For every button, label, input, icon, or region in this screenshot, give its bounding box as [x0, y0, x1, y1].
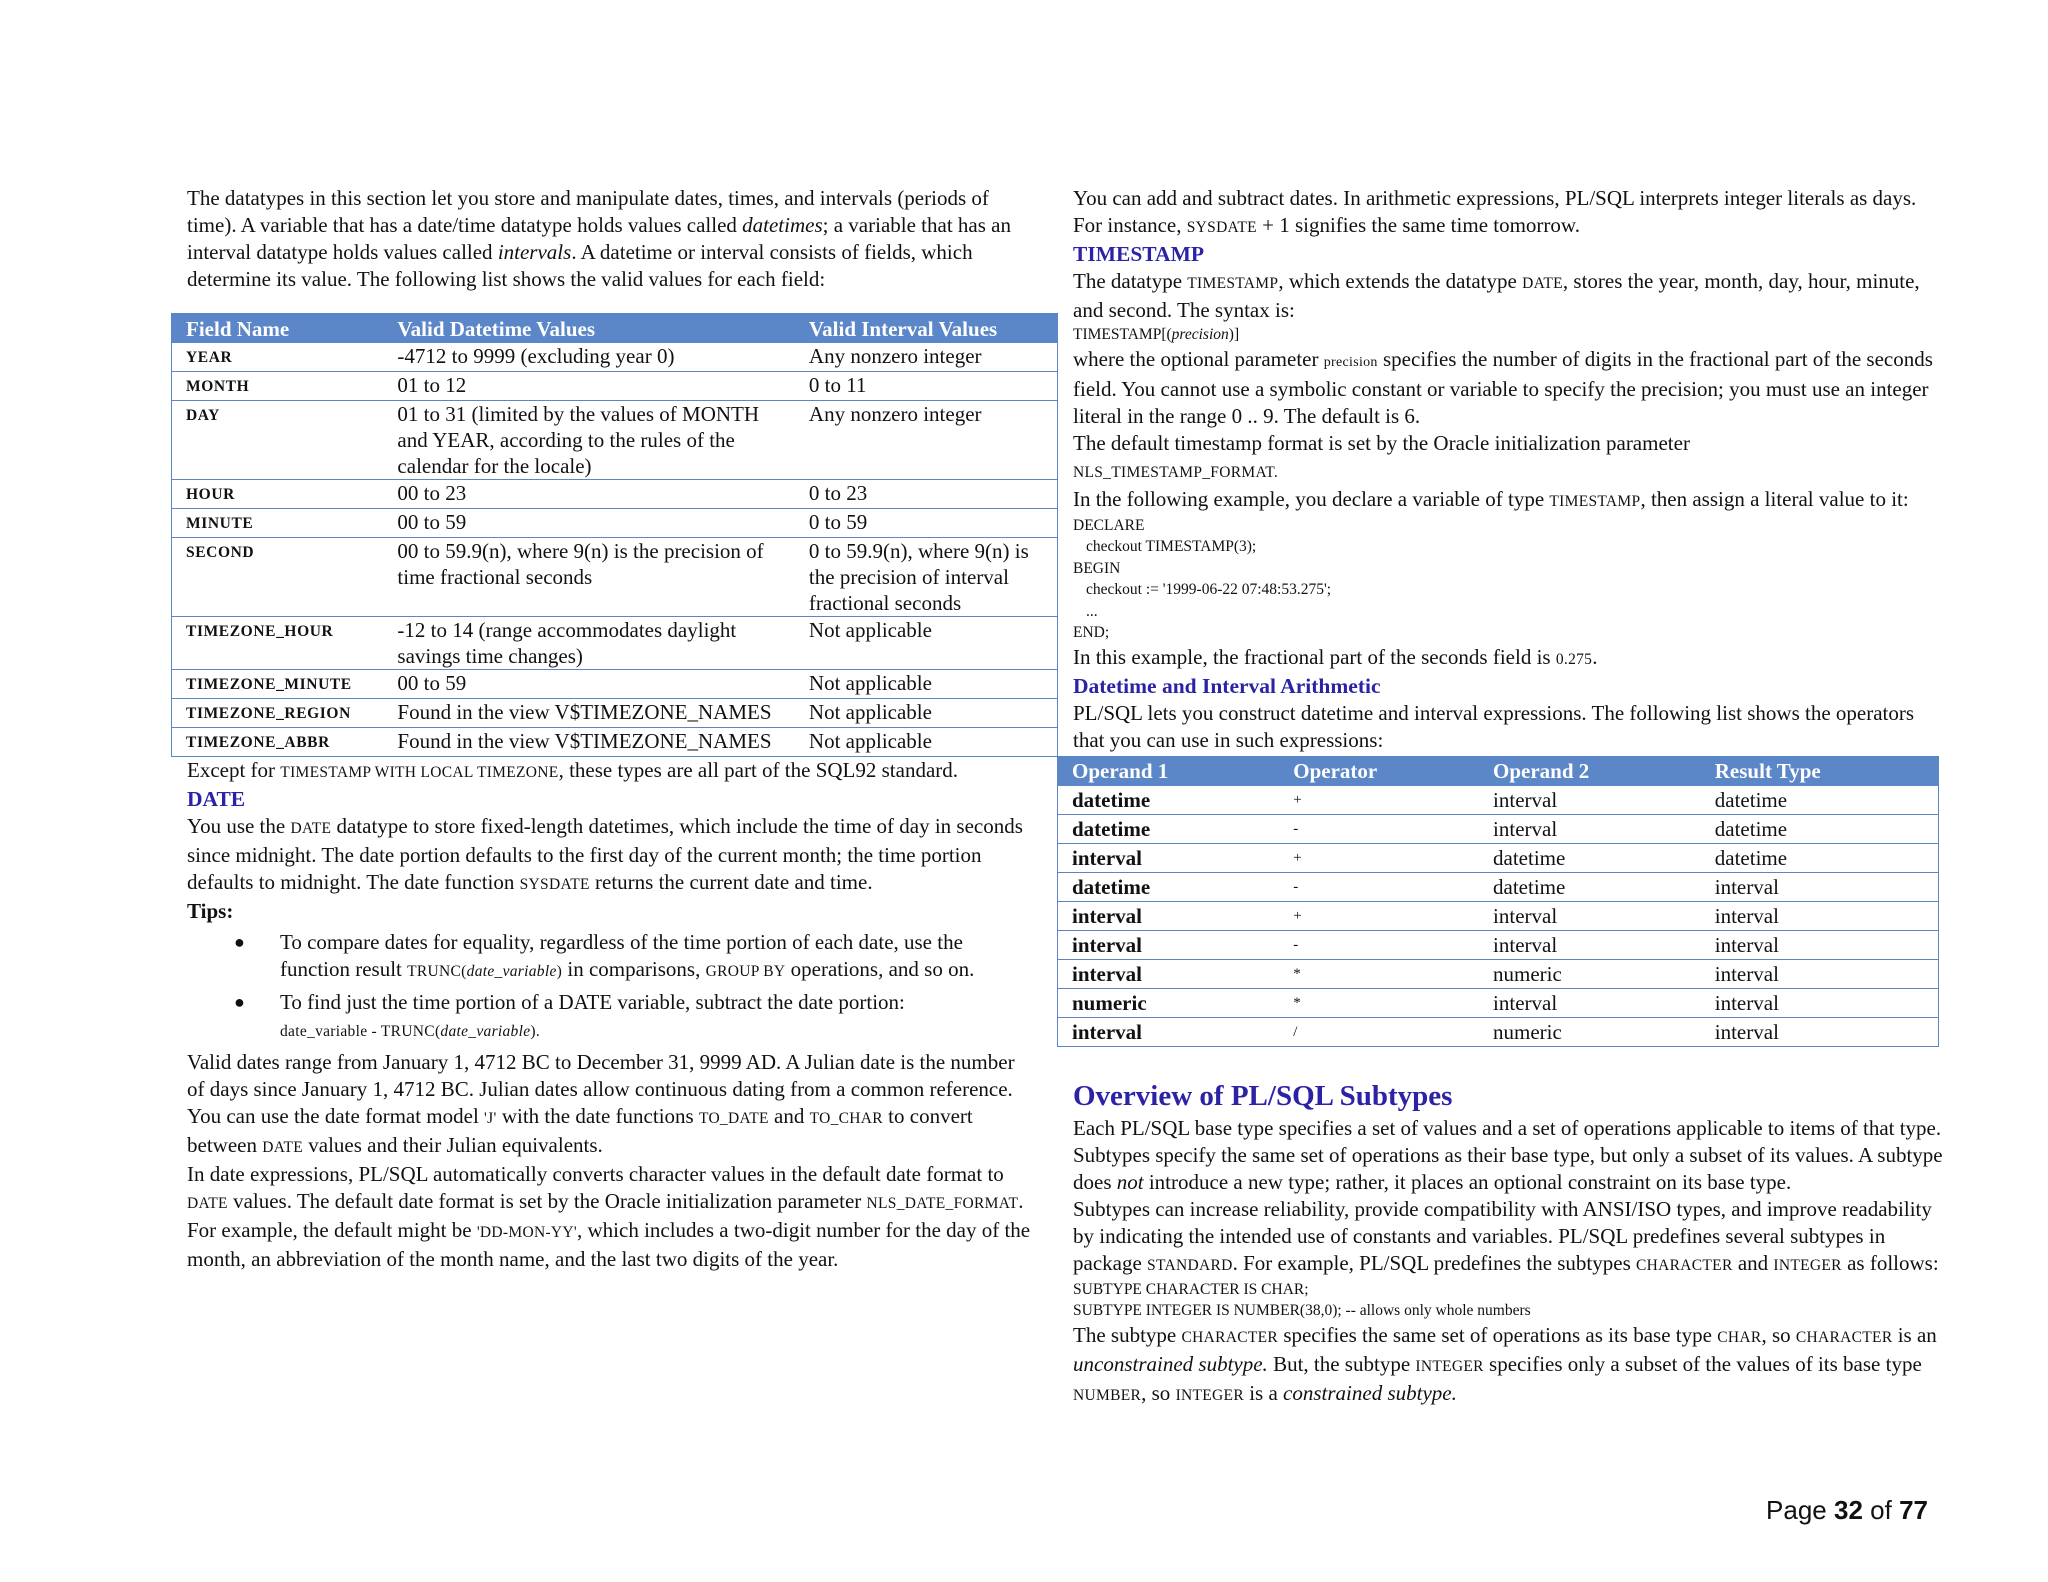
- operand2-cell: interval: [1479, 901, 1701, 930]
- table-header-cell: Operator: [1279, 756, 1479, 786]
- table-row: [1058, 988, 1939, 1017]
- operand1-cell: interval: [1058, 843, 1280, 872]
- table-row: [1058, 930, 1939, 959]
- code-line: checkout TIMESTAMP(3);: [1086, 538, 1257, 555]
- datetime-value-cell: -4712 to 9999 (excluding year 0): [383, 343, 795, 372]
- operand2-cell: interval: [1479, 988, 1701, 1017]
- table-row: [172, 343, 1058, 372]
- list-item: ● To compare dates for equality, regardless of the time portion of each date, use the function result TRUNC(date_variable) in comparisons, GROUP BY operations, and so on.: [234, 930, 975, 981]
- datetime-value-cell: Found in the view V$TIMEZONE_NAMES: [383, 699, 795, 728]
- result-type-cell: interval: [1701, 872, 1939, 901]
- datetime-value-cell: 00 to 59: [383, 509, 795, 538]
- field-name-cell: TIMEZONE_HOUR: [172, 617, 384, 670]
- table-row: [1058, 814, 1939, 843]
- operator-cell: -: [1279, 930, 1479, 959]
- table-row: [172, 728, 1058, 757]
- interval-value-cell: Not applicable: [795, 699, 1058, 728]
- interval-value-cell: Not applicable: [795, 617, 1058, 670]
- operand1-cell: interval: [1058, 959, 1280, 988]
- result-type-cell: datetime: [1701, 786, 1939, 815]
- date-expressions-paragraph: In date expressions, PL/SQL automatically converts character values in the default date format to DATE values. The default date format is set by the Oracle initialization parameter NLS_DATE_FORMAT. For example, the default might be 'DD-MON-YY', which includes a two-digit number for the day of the month, an abbreviation of the month name, and the last two digits of the year.: [187, 1162, 1031, 1271]
- operator-cell: /: [1279, 1017, 1479, 1046]
- code-line: DECLARE: [1073, 516, 1145, 534]
- field-name-cell: DAY: [172, 401, 384, 480]
- table-row: [172, 372, 1058, 401]
- code-line: SUBTYPE CHARACTER IS CHAR;: [1073, 1280, 1309, 1298]
- table-row: [1058, 843, 1939, 872]
- code-example: [1073, 515, 1943, 644]
- table-row: [1058, 959, 1939, 988]
- valid-dates-paragraph: Valid dates range from January 1, 4712 BC to December 31, 9999 AD. A Julian date is the number of days since January 1, 4712 BC. Julian dates allow continuous dating from a common reference. You can use the date format model 'J' with the date functions TO_DATE and TO_CHAR to convert between DATE values and their Julian equivalents.: [187, 1050, 1015, 1157]
- operand2-cell: datetime: [1479, 843, 1701, 872]
- subtypes-paragraph-3: The subtype CHARACTER specifies the same set of operations as its base type CHAR, so CHARACTER is an unconstrained subtype. But, the subtype INTEGER specifies only a subset of the values of its base type NUMBER, so INTEGER is a constrained subtype.: [1073, 1322, 1937, 1405]
- datetime-value-cell: 00 to 23: [383, 480, 795, 509]
- example-intro-paragraph: In the following example, you declare a variable of type TIMESTAMP, then assign a literal value to it:: [1073, 486, 1909, 511]
- date-heading: DATE: [187, 787, 246, 811]
- code-line: checkout := '1999-06-22 07:48:53.275';: [1086, 581, 1332, 598]
- subtypes-paragraph-1: Each PL/SQL base type specifies a set of values and a set of operations applicable to items of that type. Subtypes specify the same set of operations as their base type, but only a subset of its values. A subtype does not introduce a new type; rather, it places an optional constraint on its base type.: [1073, 1115, 1943, 1194]
- timestamp-format-paragraph: The default timestamp format is set by the Oracle initialization parameter NLS_TIMESTAMP_FORMAT.: [1073, 430, 1690, 481]
- tips-list: [187, 929, 1037, 1045]
- datetime-value-cell: 00 to 59: [383, 670, 795, 699]
- arithmetic-heading: Datetime and Interval Arithmetic: [1073, 673, 1381, 698]
- interval-value-cell: 0 to 59: [795, 509, 1058, 538]
- operator-cell: +: [1279, 786, 1479, 815]
- datetime-value-cell: Found in the view V$TIMEZONE_NAMES: [383, 728, 795, 757]
- operand1-cell: interval: [1058, 901, 1280, 930]
- table-header-row: [172, 314, 1058, 344]
- field-name-cell: SECOND: [172, 538, 384, 617]
- field-name-cell: TIMEZONE_ABBR: [172, 728, 384, 757]
- result-type-cell: interval: [1701, 930, 1939, 959]
- timestamp-heading: TIMESTAMP: [1073, 242, 1204, 266]
- interval-value-cell: 0 to 59.9(n), where 9(n) is the precision of interval fractional seconds: [795, 538, 1058, 617]
- table-row: [172, 699, 1058, 728]
- result-type-cell: interval: [1701, 988, 1939, 1017]
- code-line: SUBTYPE INTEGER IS NUMBER(38,0); -- allows only whole numbers: [1073, 1302, 1531, 1319]
- datetime-value-cell: 01 to 31 (limited by the values of MONTH and YEAR, according to the rules of the calendar for the locale): [383, 401, 795, 480]
- operand2-cell: datetime: [1479, 872, 1701, 901]
- operand2-cell: numeric: [1479, 1017, 1701, 1046]
- interval-value-cell: Not applicable: [795, 728, 1058, 757]
- table-row: [1058, 1017, 1939, 1046]
- list-item: ● To find just the time portion of a DATE variable, subtract the date portion: date_variable - TRUNC(date_variable).: [234, 990, 905, 1040]
- operand2-cell: numeric: [1479, 959, 1701, 988]
- code-line: ...: [1086, 602, 1098, 620]
- code-line: END;: [1073, 624, 1110, 641]
- field-name-cell: HOUR: [172, 480, 384, 509]
- operator-cell: +: [1279, 843, 1479, 872]
- subtypes-heading: Overview of PL/SQL Subtypes: [1073, 1079, 1453, 1112]
- field-name-cell: TIMEZONE_MINUTE: [172, 670, 384, 699]
- operator-cell: -: [1279, 814, 1479, 843]
- result-type-cell: interval: [1701, 959, 1939, 988]
- table-header-row: [1058, 756, 1939, 786]
- table-row: [172, 401, 1058, 480]
- operator-cell: *: [1279, 988, 1479, 1017]
- operators-table: [1057, 756, 1939, 1047]
- page-number: Page 32 of 77: [1766, 1495, 1928, 1525]
- bullet-icon: ●: [234, 992, 245, 1012]
- datetime-value-cell: 00 to 59.9(n), where 9(n) is the precision of time fractional seconds: [383, 538, 795, 617]
- left-column: [187, 185, 1037, 1273]
- interval-value-cell: 0 to 11: [795, 372, 1058, 401]
- operand1-cell: datetime: [1058, 786, 1280, 815]
- subtypes-paragraph-2: Subtypes can increase reliability, provide compatibility with ANSI/ISO types, and improve readability by indicating the intended use of constants and variables. PL/SQL predefines several subtypes in package STANDARD. For example, PL/SQL predefines the subtypes CHARACTER and INTEGER as follows:: [1073, 1196, 1939, 1275]
- table-header-cell: Valid Interval Values: [795, 314, 1058, 344]
- result-type-cell: interval: [1701, 901, 1939, 930]
- operand1-cell: numeric: [1058, 988, 1280, 1017]
- result-type-cell: datetime: [1701, 843, 1939, 872]
- table-header-cell: Valid Datetime Values: [383, 314, 795, 344]
- intro-paragraph: The datatypes in this section let you store and manipulate dates, times, and intervals (periods of time). A variable that has a date/time datatype holds values called datetimes; a variable that has an interval datatype holds values called intervals. A datetime or interval consists of fields, which determine its value. The following list shows the valid values for each field:: [187, 186, 1011, 291]
- operand2-cell: interval: [1479, 786, 1701, 815]
- operand1-cell: datetime: [1058, 872, 1280, 901]
- arithmetic-paragraph: PL/SQL lets you construct datetime and interval expressions. The following list shows the operators that you can use in such expressions:: [1073, 700, 1915, 752]
- precision-paragraph: where the optional parameter precision specifies the number of digits in the fractional part of the seconds field. You cannot use a symbolic constant or variable to specify the precision; you must use an integer literal in the range 0 .. 9. The default is 6.: [1073, 346, 1933, 428]
- table-header-cell: Operand 1: [1058, 756, 1280, 786]
- operand2-cell: interval: [1479, 930, 1701, 959]
- field-name-cell: YEAR: [172, 343, 384, 372]
- timestamp-syntax: TIMESTAMP[(precision)]: [1073, 326, 1240, 343]
- tips-label: Tips:: [187, 899, 234, 923]
- table-row: [1058, 786, 1939, 815]
- table-header-cell: Result Type: [1701, 756, 1939, 786]
- except-paragraph: Except for TIMESTAMP WITH LOCAL TIMEZONE, these types are all part of the SQL92 standard.: [187, 758, 959, 782]
- operand1-cell: interval: [1058, 930, 1280, 959]
- table-header-cell: Field Name: [172, 314, 384, 344]
- subtype-code: [1073, 1279, 1943, 1322]
- field-name-cell: MONTH: [172, 372, 384, 401]
- interval-value-cell: 0 to 23: [795, 480, 1058, 509]
- field-values-table: [171, 313, 1058, 757]
- right-column: [1073, 185, 1943, 1409]
- operator-cell: +: [1279, 901, 1479, 930]
- table-row: [172, 617, 1058, 670]
- date-paragraph: You use the DATE datatype to store fixed-length datetimes, which include the time of day in seconds since midnight. The date portion defaults to the first day of the current month; the time portion defaults to midnight. The date function SYSDATE returns the current date and time.: [187, 814, 1023, 894]
- operator-cell: -: [1279, 872, 1479, 901]
- table-row: [172, 509, 1058, 538]
- result-type-cell: interval: [1701, 1017, 1939, 1046]
- operand1-cell: datetime: [1058, 814, 1280, 843]
- operand1-cell: interval: [1058, 1017, 1280, 1046]
- interval-value-cell: Any nonzero integer: [795, 343, 1058, 372]
- result-type-cell: datetime: [1701, 814, 1939, 843]
- fraction-paragraph: In this example, the fractional part of the seconds field is 0.275.: [1073, 644, 1598, 669]
- add-dates-paragraph: You can add and subtract dates. In arithmetic expressions, PL/SQL interprets integer literals as days. For instance, SYSDATE + 1 signifies the same time tomorrow.: [1073, 186, 1917, 237]
- bullet-icon: ●: [234, 932, 245, 952]
- operand2-cell: interval: [1479, 814, 1701, 843]
- datetime-value-cell: 01 to 12: [383, 372, 795, 401]
- operator-cell: *: [1279, 959, 1479, 988]
- table-row: [1058, 872, 1939, 901]
- table-header-cell: Operand 2: [1479, 756, 1701, 786]
- datetime-value-cell: -12 to 14 (range accommodates daylight savings time changes): [383, 617, 795, 670]
- field-name-cell: MINUTE: [172, 509, 384, 538]
- interval-value-cell: Any nonzero integer: [795, 401, 1058, 480]
- table-row: [172, 480, 1058, 509]
- timestamp-paragraph: The datatype TIMESTAMP, which extends the datatype DATE, stores the year, month, day, hour, minute, and second. The syntax is:: [1073, 269, 1920, 322]
- table-row: [172, 670, 1058, 699]
- code-line: BEGIN: [1073, 559, 1121, 577]
- interval-value-cell: Not applicable: [795, 670, 1058, 699]
- table-row: [1058, 901, 1939, 930]
- table-row: [172, 538, 1058, 617]
- field-name-cell: TIMEZONE_REGION: [172, 699, 384, 728]
